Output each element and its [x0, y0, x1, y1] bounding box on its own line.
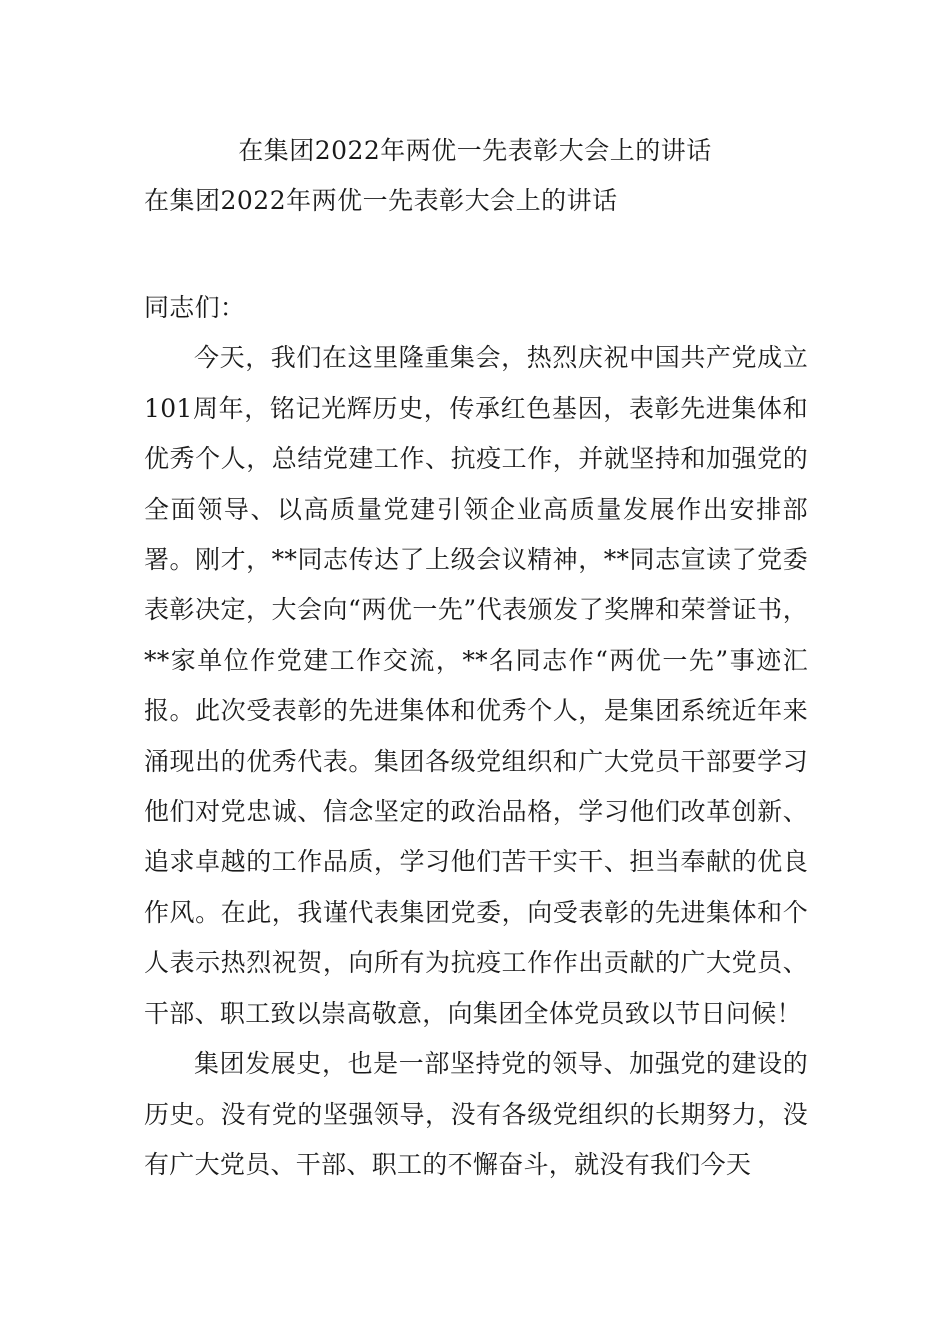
paragraph-1: 今天，我们在这里隆重集会，热烈庆祝中国共产党成立101周年，铭记光辉历史，传承红色基因，表彰先进集体和优秀个人，总结党建工作、抗疫工作，并就坚持和加强党的全面领导、以高质量党建引领企业高质量发展作出安排部署。刚才，**同志传达了上级会议精神，**同志宣读了党委表彰决定，大会向“两优一先”代表颁发了奖牌和荣誉证书，**家单位作党建工作交流，**名同志作“两优一先”事迹汇报。此次受表彰的先进集体和优秀个人，是集团系统近年来涌现出的优秀代表。集团各级党组织和广大党员干部要学习他们对党忠诚、信念坚定的政治品格，学习他们改革创新、追求卓越的工作品质，学习他们苦干实干、担当奉献的优良作风。在此，我谨代表集团党委，向受表彰的先进集体和个人表示热烈祝贺，向所有为抗疫工作作出贡献的广大党员、干部、职工致以崇高敬意，向集团全体党员致以节日问候！: [144, 343, 808, 1028]
greeting: 同志们：: [144, 293, 246, 322]
document-title: 在集团2022年两优一先表彰大会上的讲话: [238, 136, 712, 165]
document-body: [144, 283, 808, 1190]
paragraph-2: 集团发展史，也是一部坚持党的领导、加强党的建设的历史。没有党的坚强领导，没有各级党组织的长期努力，没有广大党员、干部、职工的不懈奋斗，就没有我们今天: [144, 1049, 808, 1179]
document-subtitle: 在集团2022年两优一先表彰大会上的讲话: [144, 186, 618, 215]
